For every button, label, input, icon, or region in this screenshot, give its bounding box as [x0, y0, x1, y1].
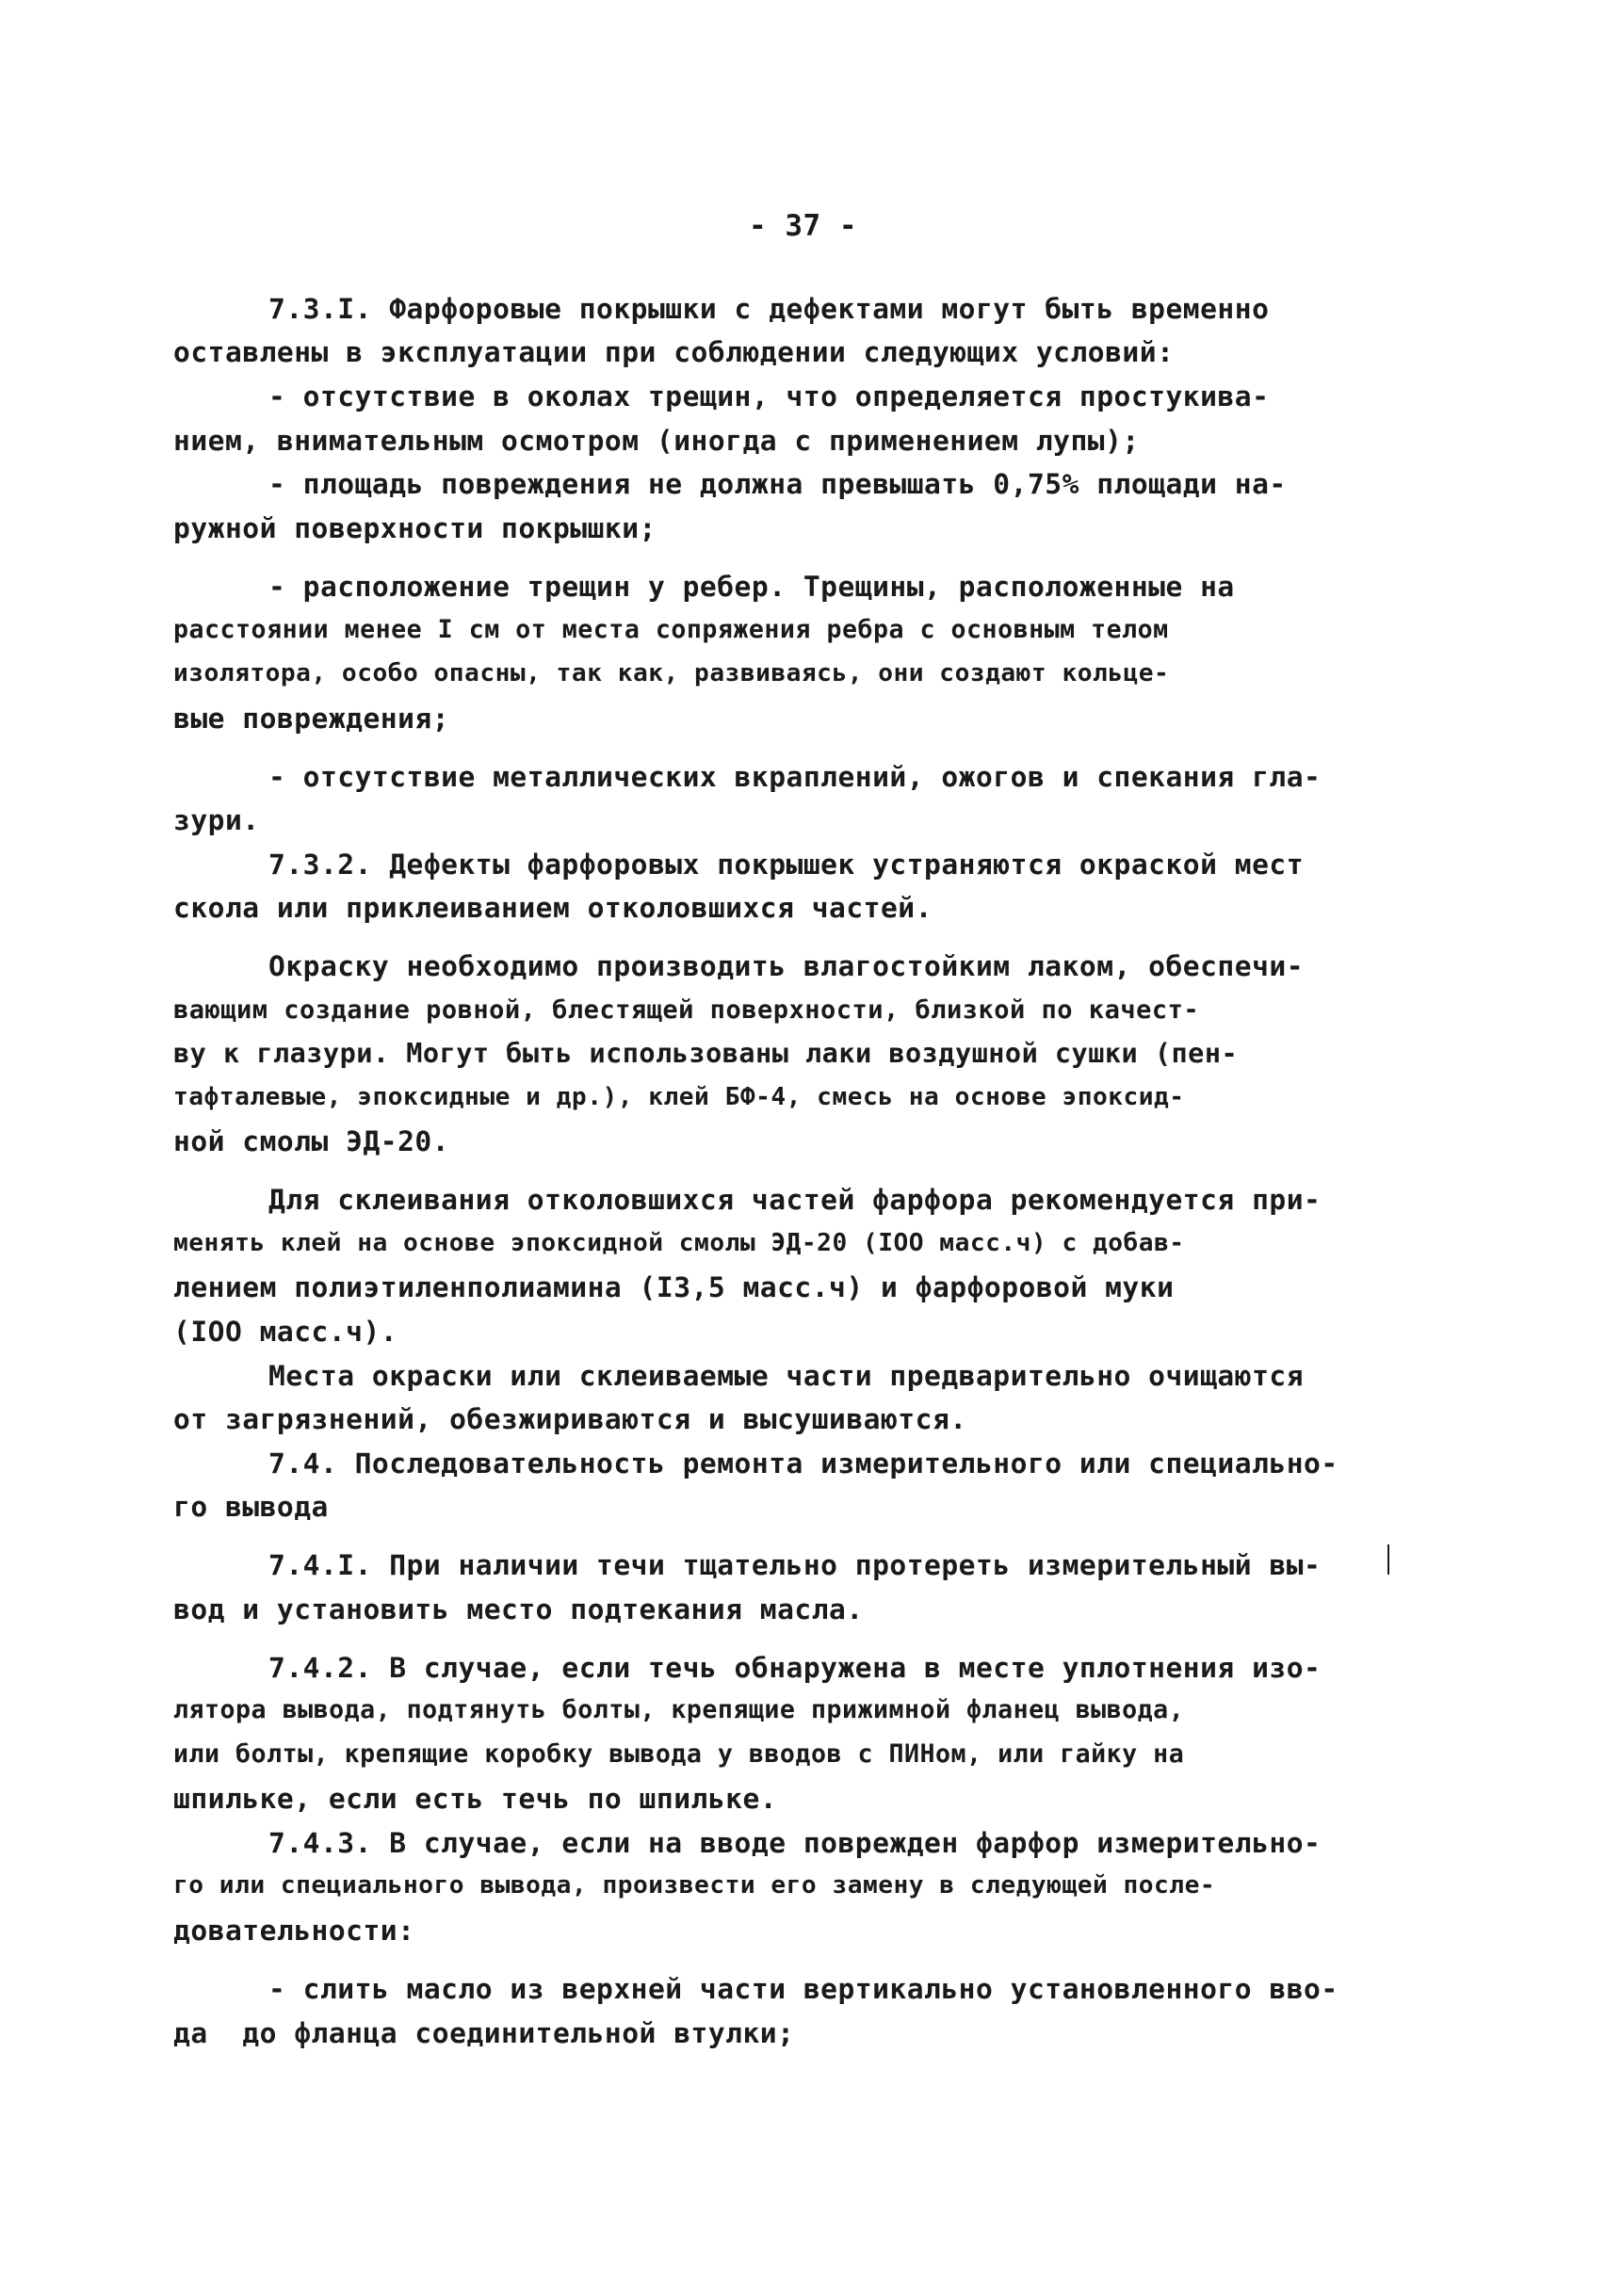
list-item-ribs-line-1: - расположение трещин у ребер. Трещины, расположенные на: [268, 571, 1235, 603]
section-7-4-heading-line-1: 7.4. Последовательность ремонта измерительного или специально-: [268, 1447, 1338, 1479]
paragraph-7-4-3-line-1: 7.4.3. В случае, если на вводе поврежден фарфор измерительно-: [268, 1827, 1322, 1859]
paragraph-cleaning-line-1: Места окраски или склеиваемые части предварительно очищаются: [268, 1360, 1305, 1392]
paragraph-7-4-2-line-3: или болты, крепящие коробку вывода у вводов с ПИНом, или гайку на: [173, 1739, 1185, 1769]
list-item-ribs-line-2: расстоянии менее I см от места сопряжения ребра с основным телом: [173, 615, 1169, 644]
paragraph-7-4-1-line-1: 7.4.I. При наличии течи тщательно протереть измерительный вы-: [268, 1549, 1322, 1581]
paragraph-7-4-3-line-3: довательности:: [173, 1915, 415, 1947]
section-7-4-heading-line-2: го вывода: [173, 1491, 329, 1523]
list-item-inclusions-line-1: - отсутствие металлических вкраплений, ожогов и спекания гла-: [268, 761, 1322, 793]
paragraph-gluing-line-2: менять клей на основе эпоксидной смолы ЭД-20 (IOO масс.ч) с добав-: [173, 1229, 1185, 1257]
paragraph-7-3-1-line-2: оставлены в эксплуатации при соблюдении следующих условий:: [173, 336, 1175, 368]
text-cursor-mark: [1387, 1544, 1389, 1575]
list-item-ribs-line-3: изолятора, особо опасны, так как, развиваясь, они создают кольце-: [173, 659, 1170, 687]
list-item-drain-oil-line-2: да до фланца соединительной втулки;: [173, 2017, 795, 2049]
paragraph-gluing-line-3: лением полиэтиленполиамина (I3,5 масс.ч) и фарфоровой муки: [173, 1271, 1175, 1303]
paragraph-7-4-1-line-2: вод и установить место подтекания масла.: [173, 1593, 864, 1625]
paragraph-7-4-2-line-1: 7.4.2. В случае, если течь обнаружена в месте уплотнения изо-: [268, 1652, 1322, 1684]
list-item-damage-area-line-1: - площадь повреждения не должна превышать 0,75% площади на-: [268, 468, 1287, 500]
list-item-cracks-line-1: - отсутствие в околах трещин, что определяется простукива-: [268, 380, 1270, 412]
paragraph-7-3-2-line-2: скола или приклеиванием отколовшихся частей.: [173, 892, 933, 924]
paragraph-7-3-1-line-1: 7.3.I. Фарфоровые покрышки с дефектами могут быть временно: [268, 293, 1270, 325]
paragraph-gluing-line-1: Для склеивания отколовшихся частей фарфора рекомендуется при-: [268, 1184, 1322, 1216]
paragraph-7-4-3-line-2: го или специального вывода, произвести его замену в следующей после-: [173, 1871, 1216, 1900]
paragraph-7-4-2-line-4: шпильке, если есть течь по шпильке.: [173, 1783, 778, 1815]
list-item-drain-oil-line-1: - слить масло из верхней части вертикально установленного вво-: [268, 1973, 1338, 2005]
paragraph-painting-line-4: тафталевые, эпоксидные и др.), клей БФ-4, смесь на основе эпоксид-: [173, 1083, 1185, 1111]
paragraph-cleaning-line-2: от загрязнений, обезжириваются и высушиваются.: [173, 1403, 967, 1435]
paragraph-7-3-2-line-1: 7.3.2. Дефекты фарфоровых покрышек устраняются окраской мест: [268, 849, 1305, 881]
paragraph-gluing-line-4: (IOO масс.ч).: [173, 1316, 398, 1348]
paragraph-7-4-2-line-2: лятора вывода, подтянуть болты, крепящие прижимной фланец вывода,: [173, 1695, 1185, 1724]
list-item-cracks-line-2: нием, внимательным осмотром (иногда с применением лупы);: [173, 425, 1140, 457]
list-item-damage-area-line-2: ружной поверхности покрышки;: [173, 512, 657, 544]
paragraph-painting-line-3: ву к глазури. Могут быть использованы лаки воздушной сушки (пен-: [173, 1038, 1239, 1069]
paragraph-painting-line-5: ной смолы ЭД-20.: [173, 1125, 450, 1157]
paragraph-painting-line-2: вающим создание ровной, блестящей поверхности, близкой по качест-: [173, 995, 1200, 1025]
page-number: - 37 -: [749, 209, 857, 243]
paragraph-painting-line-1: Окраску необходимо производить влагостойким лаком, обеспечи-: [268, 950, 1305, 982]
list-item-ribs-line-4: вые повреждения;: [173, 703, 450, 735]
list-item-inclusions-line-2: зури.: [173, 804, 260, 836]
